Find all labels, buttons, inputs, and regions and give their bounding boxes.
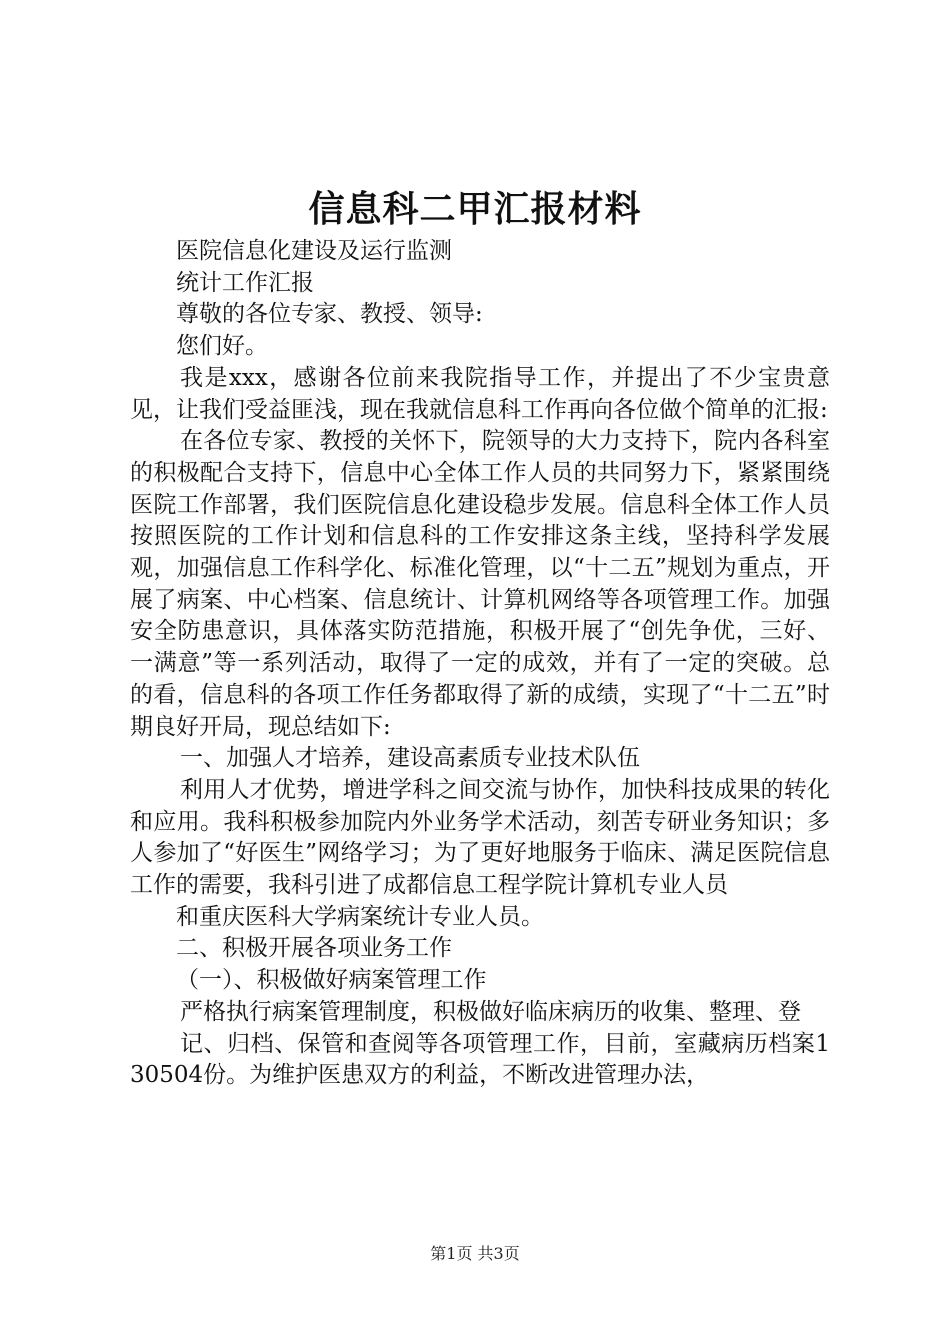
paragraph-greeting: 您们好。: [176, 333, 268, 360]
paragraph-talent: 利用人才优势，增进学科之间交流与协作，加快科技成果的转化和应用。我科积极参加院内外业务学术活动，刻苦专研业务知识；多人参加了“好医生”网络学习；为了更好地服务于临床、满足医院信息工作的需要，我科引进了成都信息工程学院计算机专业人员: [130, 776, 830, 899]
paragraph-subtitle-1: 医院信息化建设及运行监测: [176, 238, 452, 264]
paragraph-talent-cont: 和重庆医科大学病案统计专业人员。: [176, 903, 544, 930]
document-title: 信息科二甲汇报材料: [308, 188, 642, 230]
paragraph-salutation: 尊敬的各位专家、教授、领导:: [176, 301, 483, 328]
paragraph-intro: 我是xxx，感谢各位前来我院指导工作，并提出了不少宝贵意见，让我们受益匪浅，现在我就信息科工作再向各位做个简单的汇报:: [130, 364, 830, 423]
section-heading-1: 一、加强人才培养，建设高素质专业技术队伍: [180, 745, 640, 772]
subsection-heading-1: （一）、积极做好病案管理工作: [176, 967, 487, 994]
section-heading-2: 二、积极开展各项业务工作: [176, 935, 452, 962]
paragraph-overview: 在各位专家、教授的关怀下，院领导的大力支持下，院内各科室的积极配合支持下，信息中心全体工作人员的共同努力下，紧紧围绕医院工作部署，我们医院信息化建设稳步发展。信息科全体工作人员按照医院的工作计划和信息科的工作安排这条主线，坚持科学发展观，加强信息工作科学化、标准化管理，以“十二五”规划为重点，开展了病案、中心档案、信息统计、计算机网络等各项管理工作。加强安全防患意识，具体落实防范措施，积极开展了“创先争优，三好、一满意”等一系列活动，取得了一定的成效，并有了一定的突破。总的看，信息科的各项工作任务都取得了新的成绩，实现了“十二五”时期良好开局，现总结如下:: [130, 428, 830, 740]
document-body: [130, 236, 830, 1092]
paragraph-records-1: 严格执行病案管理制度，积极做好临床病历的收集、整理、登: [180, 998, 801, 1025]
page-footer: 第1页 共3页: [430, 1244, 520, 1263]
paragraph-records-2: 记、归档、保管和查阅等各项管理工作，目前，室藏病历档案130504份。为维护医患双方的利益，不断改进管理办法，: [130, 1030, 830, 1089]
paragraph-subtitle-2: 统计工作汇报: [176, 269, 314, 296]
